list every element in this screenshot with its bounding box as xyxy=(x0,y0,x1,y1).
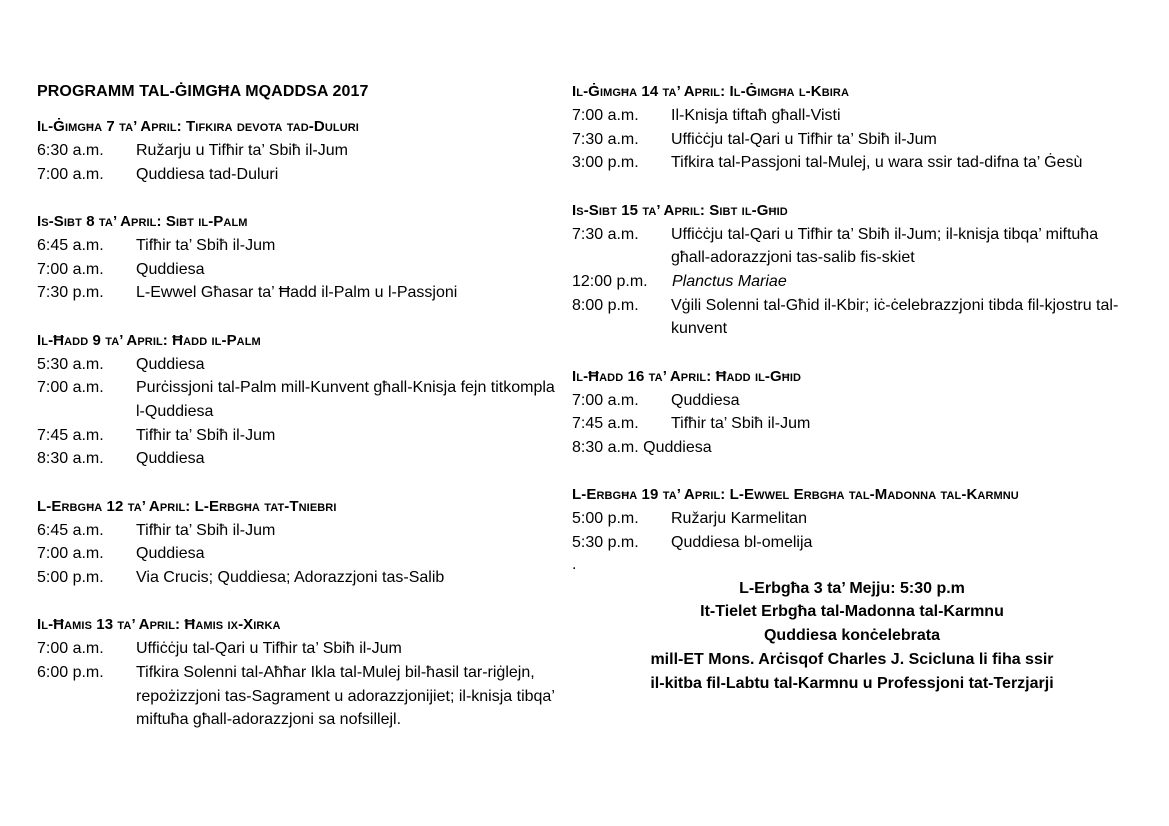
notice-line: mill-ET Mons. Arċisqof Charles J. Scicluna li fiha ssir xyxy=(650,651,1054,669)
entry-time: 7:00 a.m. xyxy=(572,391,639,409)
entry-time: 6:45 a.m. xyxy=(37,521,104,539)
entry-time: 7:30 p.m. xyxy=(37,284,104,302)
schedule-entry xyxy=(37,661,557,732)
schedule-entry xyxy=(37,139,557,163)
entry-description: Purċissjoni tal-Palm mill-Kunvent għall-Knisja fejn titkompla l-Quddiesa xyxy=(136,379,555,420)
entry-time: 6:45 a.m. xyxy=(37,236,104,254)
entry-description: Uffiċċju tal-Qari u Tifħir ta’ Sbiħ il-Jum xyxy=(671,130,937,148)
right-sections xyxy=(572,80,1132,555)
day-heading: Il-Ħadd 16 ta’ April: Ħadd il-Għid xyxy=(572,367,802,385)
schedule-entry xyxy=(37,424,557,448)
schedule-entry xyxy=(37,376,557,423)
entry-description: Quddiesa xyxy=(136,260,205,278)
entry-time: 5:00 p.m. xyxy=(572,510,639,528)
day-heading: Il-Ġimgħa 7 ta’ April: Tifkira devota tad-Duluri xyxy=(37,118,359,135)
right-column xyxy=(572,80,1132,696)
day-heading: Is-Sibt 8 ta’ April: Sibt il-Palm xyxy=(37,212,248,230)
notice-line: It-Tielet Erbgħa tal-Madonna tal-Karmnu xyxy=(700,603,1004,621)
entry-time: 7:00 a.m. xyxy=(37,545,104,563)
entry-time: 6:30 a.m. xyxy=(37,142,104,159)
entry-description: Tifħir ta’ Sbiħ il-Jum xyxy=(136,426,276,444)
entry-description: Tifħir ta’ Sbiħ il-Jum xyxy=(136,521,276,539)
entry-time: 7:00 a.m. xyxy=(37,165,104,183)
entry-time: 7:30 a.m. xyxy=(572,225,639,243)
day-heading: L-Erbgħa 12 ta’ April: L-Erbgħa tat-Tniebri xyxy=(37,497,337,515)
schedule-entry xyxy=(37,519,557,543)
entry-time: 3:00 p.m. xyxy=(572,154,639,172)
entry-time: 7:45 a.m. xyxy=(572,415,639,433)
stray-dot: . xyxy=(572,555,577,573)
entry-description: Uffiċċju tal-Qari u Tifħir ta’ Sbiħ il-Jum xyxy=(136,640,402,658)
entry-time: 5:00 p.m. xyxy=(37,568,104,586)
schedule-entry xyxy=(572,223,1132,270)
schedule-entry-inline: 8:30 a.m. Quddiesa xyxy=(572,439,712,457)
schedule-day xyxy=(37,495,557,590)
entry-description: Via Crucis; Quddiesa; Adorazzjoni tas-Salib xyxy=(136,568,445,586)
schedule-day xyxy=(37,613,557,732)
schedule-entry xyxy=(572,389,1132,413)
entry-description: Uffiċċju tal-Qari u Tifħir ta’ Sbiħ il-Jum; il-knisja tibqa’ miftuħa għall-adorazzjoni tas-salib fis-skiet xyxy=(671,225,1099,267)
entry-description: Quddiesa xyxy=(136,450,205,468)
schedule-entry xyxy=(37,281,557,305)
schedule-entry xyxy=(572,104,1132,128)
entry-description: Ružarju Karmelitan xyxy=(671,510,808,528)
schedule-entry xyxy=(37,637,557,661)
notice-line: L-Erbgħa 3 ta’ Mejju: 5:30 p.m xyxy=(739,579,965,597)
schedule-entry xyxy=(572,294,1132,341)
schedule-day xyxy=(37,210,557,305)
entry-time: 6:00 p.m. xyxy=(37,663,104,681)
schedule-entry xyxy=(37,163,557,187)
page-title: PROGRAMM TAL-ĠIMGĦA MQADDSA 2017 xyxy=(37,83,369,100)
entry-description: Vġili Solenni tal-Għid il-Kbir; iċ-ċelebrazzjoni tibda fil-kjostru tal-kunvent xyxy=(671,296,1119,338)
entry-description: Quddiesa bl-omelija xyxy=(671,533,813,551)
entry-time: 12:00 p.m. xyxy=(572,273,648,291)
schedule-entry xyxy=(572,128,1132,152)
schedule-entry xyxy=(37,258,557,282)
day-heading: Il-Ħadd 9 ta’ April: Ħadd il-Palm xyxy=(37,331,261,349)
schedule-day xyxy=(572,483,1132,554)
schedule-day xyxy=(37,115,557,186)
notice-line: Quddiesa konċelebrata xyxy=(763,627,941,645)
schedule-entry xyxy=(37,447,557,471)
left-sections xyxy=(37,115,557,732)
entry-description: L-Ewwel Għasar ta’ Ħadd il-Palm u l-Passjoni xyxy=(136,284,458,302)
schedule-entry xyxy=(37,234,557,258)
entry-description: Ružarju u Tifħir ta’ Sbiħ il-Jum xyxy=(136,142,348,159)
entry-time: 5:30 p.m. xyxy=(572,533,639,551)
schedule-entry xyxy=(572,412,1132,436)
schedule-entry xyxy=(572,151,1132,175)
schedule-day xyxy=(572,365,1132,460)
entry-time: 8:00 p.m. xyxy=(572,296,639,314)
entry-time: 5:30 a.m. xyxy=(37,355,104,373)
entry-time: 7:00 a.m. xyxy=(37,260,104,278)
schedule-entry xyxy=(572,270,1132,294)
entry-time: 7:30 a.m. xyxy=(572,130,639,148)
entry-description: Planctus Mariae xyxy=(672,273,787,291)
entry-time: 7:00 a.m. xyxy=(37,379,104,397)
schedule-entry xyxy=(572,507,1132,531)
entry-time: 7:00 a.m. xyxy=(37,640,104,658)
entry-description: Tifkira Solenni tal-Aħħar Ikla tal-Mulej bil-ħasil tar-riġlejn, repożizzjoni tas-Sagrament u adorazzjonijiet; il-knisja tibqa’ miftuħa għall-adorazzjoni sa nofsillejl. xyxy=(136,663,555,729)
schedule-entry xyxy=(572,531,1132,555)
schedule-entry xyxy=(37,542,557,566)
entry-time: 7:45 a.m. xyxy=(37,426,104,444)
day-heading: L-Erbgħa 19 ta’ April: L-Ewwel Erbgħa tal-Madonna tal-Karmnu xyxy=(572,486,1019,504)
entry-description: Quddiesa tad-Duluri xyxy=(136,165,279,183)
day-heading: Il-Ġimgħa 14 ta’ April: Il-Ġimgħa l-Kbira xyxy=(572,83,849,100)
day-heading: Il-Ħamis 13 ta’ April: Ħamis ix-Xirka xyxy=(37,616,281,634)
entry-time: 8:30 a.m. xyxy=(37,450,104,468)
schedule-day xyxy=(572,80,1132,175)
schedule-entry xyxy=(37,566,557,590)
entry-description: Tifħir ta’ Sbiħ il-Jum xyxy=(136,236,276,254)
entry-description: Quddiesa xyxy=(671,391,740,409)
entry-description: Il-Knisja tiftaħ għall-Visti xyxy=(671,107,841,124)
entry-description: Quddiesa xyxy=(136,355,205,373)
entry-time: 7:00 a.m. xyxy=(572,107,639,124)
entry-description: Tifkira tal-Passjoni tal-Mulej, u wara ssir tad-difna ta’ Ġesù xyxy=(671,154,1083,172)
schedule-entry xyxy=(37,353,557,377)
schedule-day xyxy=(37,329,557,472)
special-notice xyxy=(592,577,1112,696)
left-column xyxy=(37,80,557,755)
schedule-day xyxy=(572,199,1132,342)
entry-description: Quddiesa xyxy=(136,545,205,563)
notice-line: il-kitba fil-Labtu tal-Karmnu u Professjoni tat-Terzjarji xyxy=(650,674,1054,692)
day-heading: Is-Sibt 15 ta’ April: Sibt il-Għid xyxy=(572,201,788,219)
entry-description: Tifħir ta’ Sbiħ il-Jum xyxy=(671,415,811,433)
